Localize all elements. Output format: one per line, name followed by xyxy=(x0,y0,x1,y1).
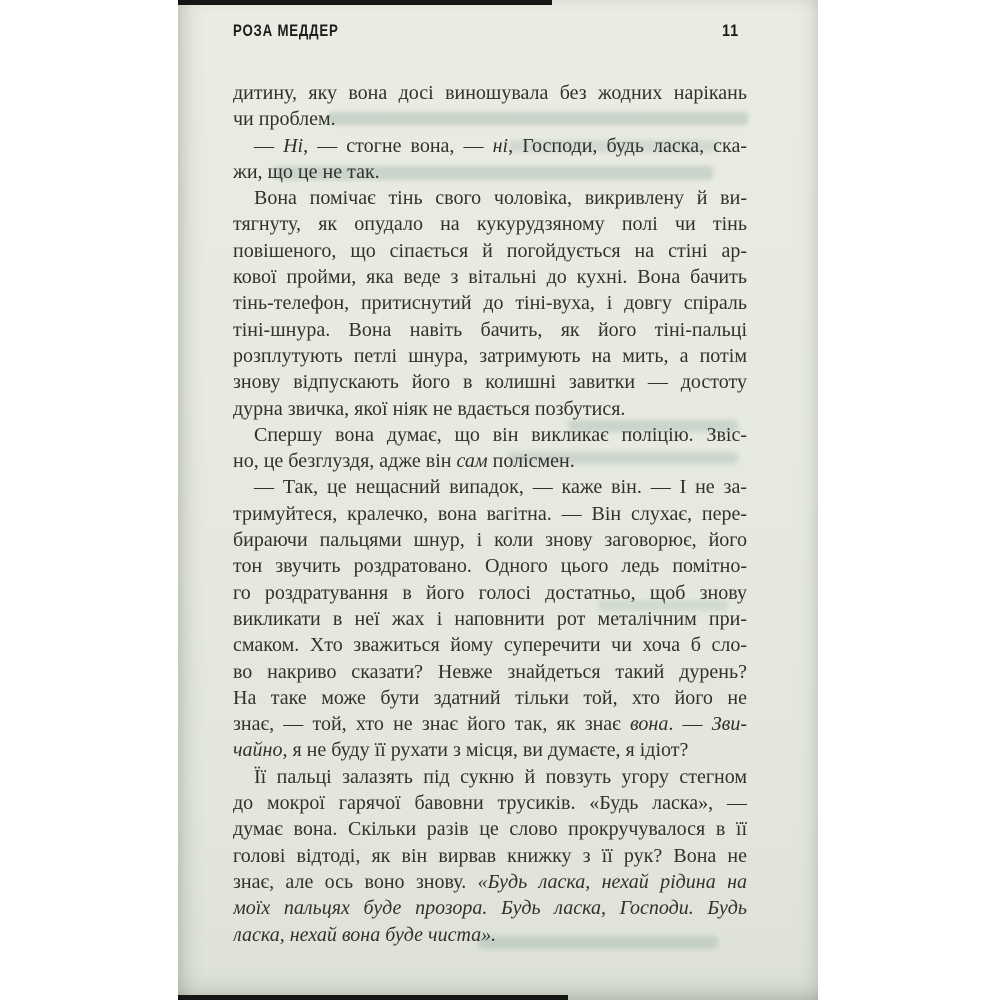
text-line xyxy=(233,527,747,553)
text-segment: чи проблем. xyxy=(233,108,336,131)
text-segment: знову відпускають його в колишні завитки — достоту xyxy=(233,371,747,394)
text-segment: розплутують петлі шнура, затримують на мить, а потім xyxy=(233,344,747,367)
text-segment: , Господи, будь ласка, ска- xyxy=(508,134,747,157)
text-line xyxy=(233,737,747,763)
text-line xyxy=(233,790,747,816)
book-title: РОЗА МЕДДЕР xyxy=(233,21,339,40)
text-line xyxy=(233,159,747,185)
text-segment: дитину, яку вона досі виношувала без жодних нарікань xyxy=(233,82,747,104)
text-line xyxy=(233,816,747,842)
text-segment: тінь-телефон, притиснутий до тіні-вуха, і довгу спіраль xyxy=(233,292,747,315)
text-segment: я не буду її рухати з місця, ви думаєте, я ідіот? xyxy=(287,739,689,762)
text-line xyxy=(233,290,747,316)
text-segment: тон звучить роздратовано. Одного цього ледь помітно- xyxy=(233,555,747,578)
text-line xyxy=(233,895,747,921)
text-line xyxy=(233,474,747,500)
text-line xyxy=(233,869,747,895)
text-line xyxy=(233,448,747,474)
italic-text-segment: чайно, xyxy=(233,739,288,762)
text-line xyxy=(233,711,747,737)
text-segment: тримуйтеся, кралечко, вона вагітна. — Він слухає, пере- xyxy=(233,502,747,525)
text-segment: во накриво сказати? Невже знайдеться такий дурень? xyxy=(233,660,747,683)
text-line xyxy=(233,106,747,132)
text-line xyxy=(233,922,747,948)
body-text-block xyxy=(233,80,747,948)
italic-text-segment: ласка, нехай вона буде чиста». xyxy=(233,923,497,946)
text-segment: . — xyxy=(668,713,712,736)
text-segment: — xyxy=(254,134,284,157)
text-line xyxy=(233,659,747,685)
italic-text-segment: сам xyxy=(456,450,488,473)
text-segment: — Так, це нещасний випадок, — каже він. — І не за- xyxy=(254,476,747,499)
italic-text-segment: «Будь ласка, нехай рідина на xyxy=(477,870,747,893)
text-line xyxy=(233,133,747,159)
text-segment: Її пальці залазять під сукню й повзуть угору стегном xyxy=(254,765,747,788)
text-line xyxy=(233,685,747,711)
text-segment: смаком. Хто зважиться йому суперечити чи хоча б сло- xyxy=(233,634,747,657)
text-segment: го роздратування в його голосі достатньо, щоб знову xyxy=(233,581,747,604)
italic-text-segment: Ні xyxy=(283,134,304,157)
text-segment: тягнуту, як опудало на кукурудзяному полі чи тінь xyxy=(233,213,747,236)
italic-text-segment: ні xyxy=(492,134,509,157)
running-header xyxy=(233,21,747,41)
text-line xyxy=(233,343,747,369)
text-line xyxy=(233,553,747,579)
text-segment: Спершу вона думає, що він викликає поліцію. Звіс- xyxy=(254,423,747,446)
italic-text-segment: моїх пальцях буде прозора. Будь ласка, Господи. Будь xyxy=(233,897,747,920)
photo-dark-edge-top xyxy=(178,0,552,5)
text-segment: голові відтоді, як він вирвав книжку з її рук? Вона не xyxy=(233,844,747,867)
text-segment: бираючи пальцями шнур, і коли знову заговорює, його xyxy=(233,529,747,552)
text-line xyxy=(233,211,747,237)
text-segment: Вона помічає тінь свого чоловіка, викривлену й ви- xyxy=(254,187,747,210)
text-segment: дурна звичка, якої ніяк не вдається позбутися. xyxy=(233,397,626,420)
text-segment: На таке може бути здатний тільки той, хто його не xyxy=(233,686,747,709)
text-segment: думає вона. Скільки разів це слово прокручувалося в її xyxy=(233,818,747,841)
text-segment: викликати в неї жах і наповнити рот металічним при- xyxy=(233,607,747,630)
text-segment: полісмен. xyxy=(487,450,575,473)
text-segment: жи, що це не так. xyxy=(233,160,380,183)
text-line xyxy=(233,317,747,343)
text-line xyxy=(233,80,747,106)
photo-dark-edge-bottom xyxy=(178,995,568,1000)
italic-text-segment: Зви- xyxy=(711,713,747,736)
text-line xyxy=(233,843,747,869)
text-line xyxy=(233,185,747,211)
text-segment: повішеного, що сіпається й погойдується на стіні ар- xyxy=(233,239,747,262)
text-line xyxy=(233,580,747,606)
text-line xyxy=(233,501,747,527)
text-line xyxy=(233,264,747,290)
text-line xyxy=(233,606,747,632)
text-segment: кової пройми, яка веде з вітальні до кухні. Вона бачить xyxy=(233,266,747,289)
text-segment: знає, але ось воно знову. xyxy=(233,870,478,893)
text-line xyxy=(233,632,747,658)
text-line xyxy=(233,396,747,422)
text-segment: тіні-шнура. Вона навіть бачить, як його тіні-пальці xyxy=(233,318,747,341)
text-segment: до мокрої гарячої бавовни трусиків. «Будь ласка», — xyxy=(233,792,747,815)
text-segment: , — стогне вона, — xyxy=(303,134,493,157)
italic-text-segment: вона xyxy=(629,713,669,736)
text-line xyxy=(233,369,747,395)
text-line xyxy=(233,764,747,790)
text-line xyxy=(233,238,747,264)
page-number: 11 xyxy=(722,21,739,40)
text-line xyxy=(233,422,747,448)
text-segment: но, це безглуздя, адже він xyxy=(233,450,457,473)
text-segment: знає, — той, хто не знає його так, як знає xyxy=(233,713,630,736)
